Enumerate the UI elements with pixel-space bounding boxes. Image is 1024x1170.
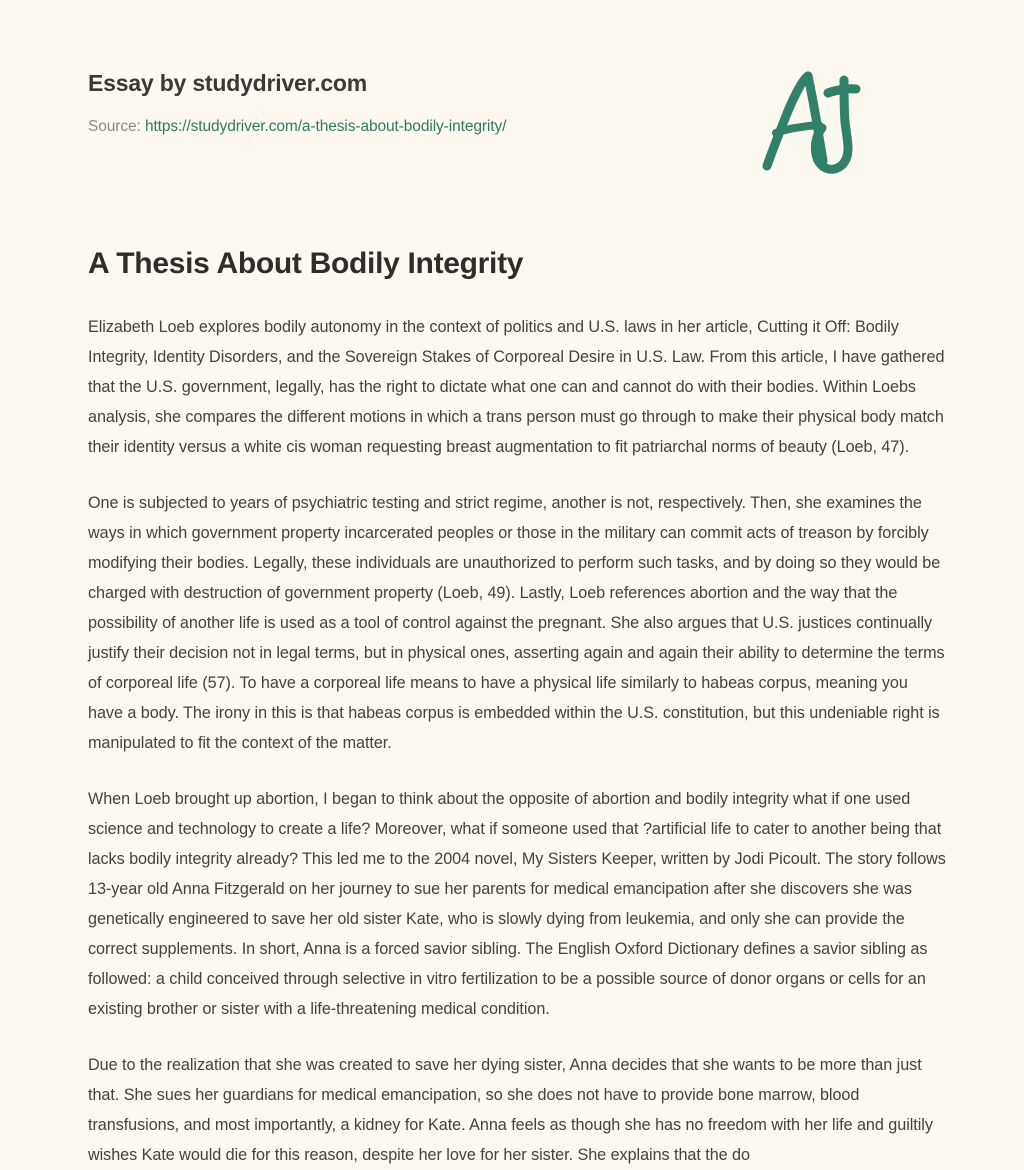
essay-paragraph: Elizabeth Loeb explores bodily autonomy in the context of politics and U.S. laws in her article, Cutting it Off: Bodily Integrity, Identity Disorders, and the Sovereign Stakes of Corporeal Desire in U.S. Law. From this article, I have gathered that the U.S. government, legally, has the right to dictate what one can and cannot do with their bodies. Within Loebs analysis, she compares the different motions in which a trans person must go through to make their physical body match their identity versus a white cis woman requesting breast augmentation to fit patriarchal norms of beauty (Loeb, 47). [88,318,945,456]
essay-paragraph: One is subjected to years of psychiatric testing and strict regime, another is not, respectively. Then, she examines the ways in which government property incarcerated peoples or those in the military can commit acts of treason by forcibly modifying their bodies. Legally, these individuals are unauthorized to perform such tasks, and by doing so they would be charged with destruction of government property (Loeb, 49). Lastly, Loeb references abortion and the way that the possibility of another life is used as a tool of control against the pregnant. She also argues that U.S. justices continually justify their decision not in legal terms, but in physical ones, asserting again and again their ability to determine the terms of corporeal life (57). To have a corporeal life means to have a physical life similarly to habeas corpus, meaning you have a body. The irony in this is that habeas corpus is embedded within the U.S. constitution, but this undeniable right is manipulated to fit the context of the matter. [88,494,945,752]
page-title: A Thesis About Bodily Integrity [88,247,524,280]
essay-paragraph: Due to the realization that she was created to save her dying sister, Anna decides that she wants to be more than just that. She sues her guardians for medical emancipation, so she does not have to provide bone marrow, blood transfusions, and most importantly, a kidney for Kate. Anna feels as though she has no freedom with her life and guiltily wishes Kate would die for this reason, despite her love for her sister. She explains that the do [88,1056,933,1164]
source-line [88,118,506,136]
essay-body [88,312,946,1170]
brand-byline: Essay by studydriver.com [88,70,368,96]
a-plus-logo-icon [752,66,872,178]
essay-paragraph: When Loeb brought up abortion, I began to think about the opposite of abortion and bodily integrity what if one used science and technology to create a life? Moreover, what if someone used that ?artificial life to cater to another being that lacks bodily integrity already? This led me to the 2004 novel, My Sisters Keeper, written by Jodi Picoult. The story follows 13-year old Anna Fitzgerald on her journey to sue her parents for medical emancipation after she discovers she was genetically engineered to save her old sister Kate, who is slowly dying from leukemia, and only she can provide the correct supplements. In short, Anna is a forced savior sibling. The English Oxford Dictionary defines a savior sibling as followed: a child conceived through selective in vitro fertilization to be a possible source of donor organs or cells for an existing brother or sister with a life-threatening medical condition. [88,790,946,1018]
source-label: Source: [88,118,141,135]
source-url-link[interactable]: https://studydriver.com/a-thesis-about-bodily-integrity/ [144,118,507,135]
page-header [80,0,944,200]
